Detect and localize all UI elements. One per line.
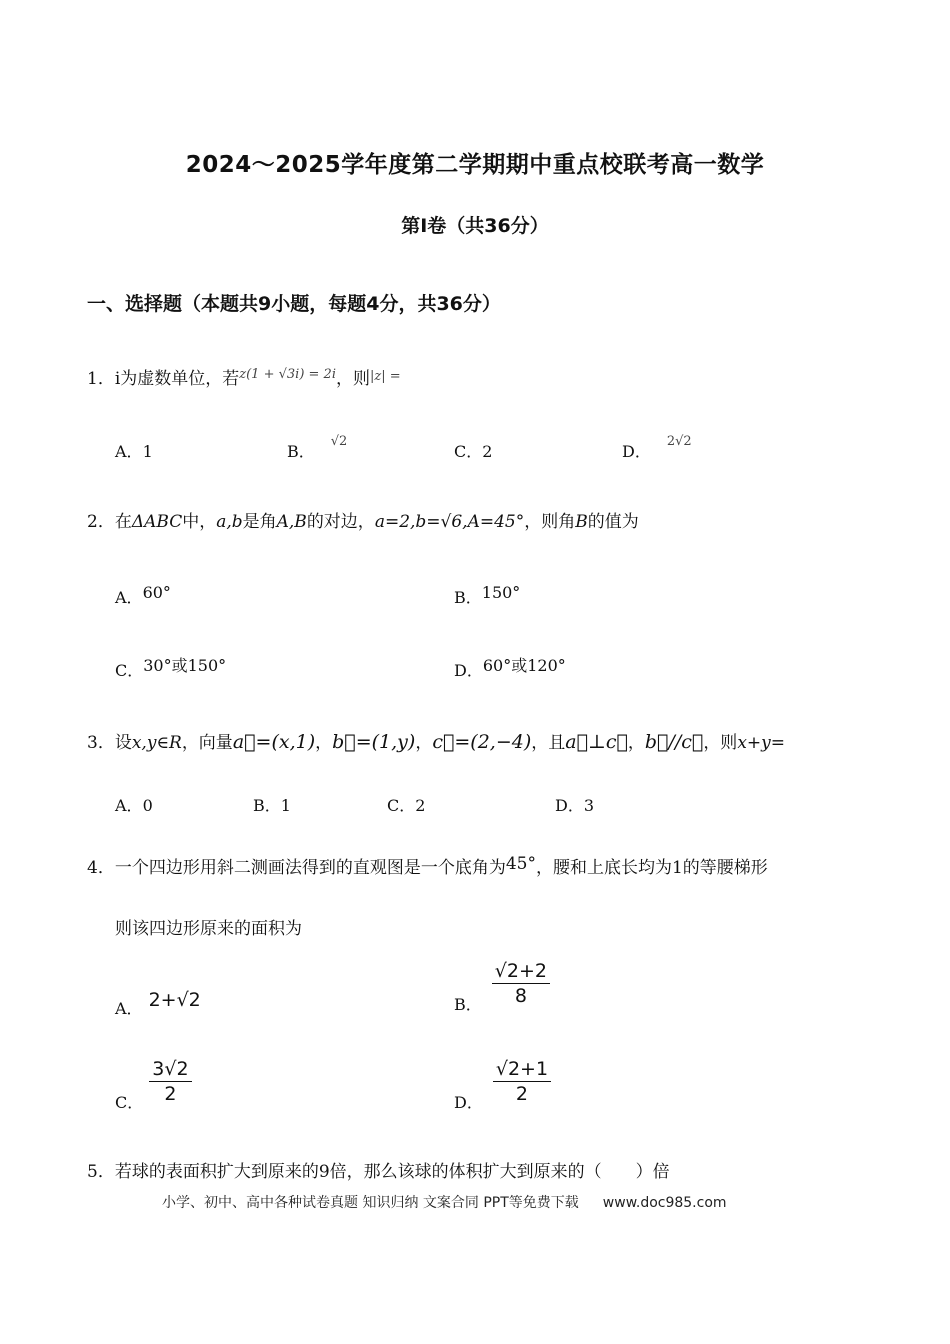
footer-site-link[interactable]: www.doc985.com	[602, 1195, 727, 1211]
q3-vector-c: c⃗=(2,−4)	[432, 731, 532, 753]
q2-math-given: a=2,b=√6,A=45°	[374, 512, 525, 532]
q1-text-prefix: 1．i为虚数单位，若	[87, 369, 240, 389]
q2-option-a: A．60°	[115, 583, 171, 607]
q1-math-modulus: |z| =	[370, 369, 401, 384]
q3-vector-b: b⃗=(1,y)	[332, 731, 416, 753]
q3-option-a: A．0	[115, 796, 153, 815]
q4-c-denominator: 2	[164, 1083, 177, 1105]
question-3-stem: 3．设x,y∈R，向量a⃗=(x,1)，b⃗=(1,y)，c⃗=(2,−4)，且a⃗⊥c⃗，b⃗//c⃗，则x+y=	[87, 731, 785, 753]
q3-option-d: D．3	[555, 796, 595, 815]
q4-b-denominator: 8	[514, 985, 527, 1007]
q2-option-d: D．60°或120°	[454, 656, 566, 680]
question-4-stem: 4．一个四边形用斜二测画法得到的直观图是一个底角为45°，腰和上底长均为1的等腰梯形	[87, 854, 768, 878]
q1-math-equation: z(1 + √3i) = 2i	[239, 367, 336, 382]
question-4-line2: 则该四边形原来的面积为	[115, 919, 302, 939]
q3-option-c: C．2	[387, 796, 426, 815]
q4-option-a: A． 2+√2	[115, 989, 201, 1018]
q1-option-a: A．1	[115, 442, 153, 461]
q2-option-c: C．30°或150°	[115, 656, 227, 680]
question-5-stem: 5．若球的表面积扩大到原来的9倍，那么该球的体积扩大到原来的（ ）倍	[87, 1162, 670, 1182]
q1-text-mid: ，则	[336, 369, 370, 389]
section-heading: 一、选择题（本题共9小题，每题4分，共36分）	[87, 293, 501, 315]
q4-option-c: C． $\frac{3√2}{2}$	[115, 1058, 192, 1105]
q3-option-b: B．1	[253, 796, 291, 815]
question-2-stem: 2．在ΔABC中，a,b是角A,B的对边，a=2,b=√6,A=45°，则角B的值为	[87, 512, 639, 532]
q4-d-numerator: √2+1	[493, 1058, 551, 1082]
question-1-stem	[87, 364, 401, 389]
q4-d-denominator: 2	[515, 1083, 528, 1105]
paper-subtitle: 第Ⅰ卷（共36分）	[401, 215, 549, 237]
q4-option-d: D． $\frac{√2+1}{2}$	[454, 1058, 551, 1105]
page-footer	[162, 1192, 727, 1212]
q3-vector-a: a⃗=(x,1)	[232, 731, 316, 753]
q1-option-b: B．$^{√2}$	[287, 434, 348, 461]
q1-option-d: D．$^{2√2}$	[622, 434, 692, 461]
q4-c-numerator: 3√2	[149, 1058, 191, 1082]
q1-option-c: C．2	[454, 442, 493, 461]
q4-option-b: B． $\frac{√2+2}{8}$	[454, 960, 550, 1007]
q2-math-triangle: ΔABC	[131, 512, 183, 532]
q4-b-numerator: √2+2	[492, 960, 550, 984]
footer-text: 小学、初中、高中各种试卷真题 知识归纳 文案合同 PPT等免费下载	[162, 1195, 579, 1211]
q4-math-angle: 45°	[505, 854, 536, 874]
q2-option-b: B．150°	[454, 583, 521, 607]
exam-title: 2024～2025学年度第二学期期中重点校联考高一数学	[185, 152, 765, 178]
